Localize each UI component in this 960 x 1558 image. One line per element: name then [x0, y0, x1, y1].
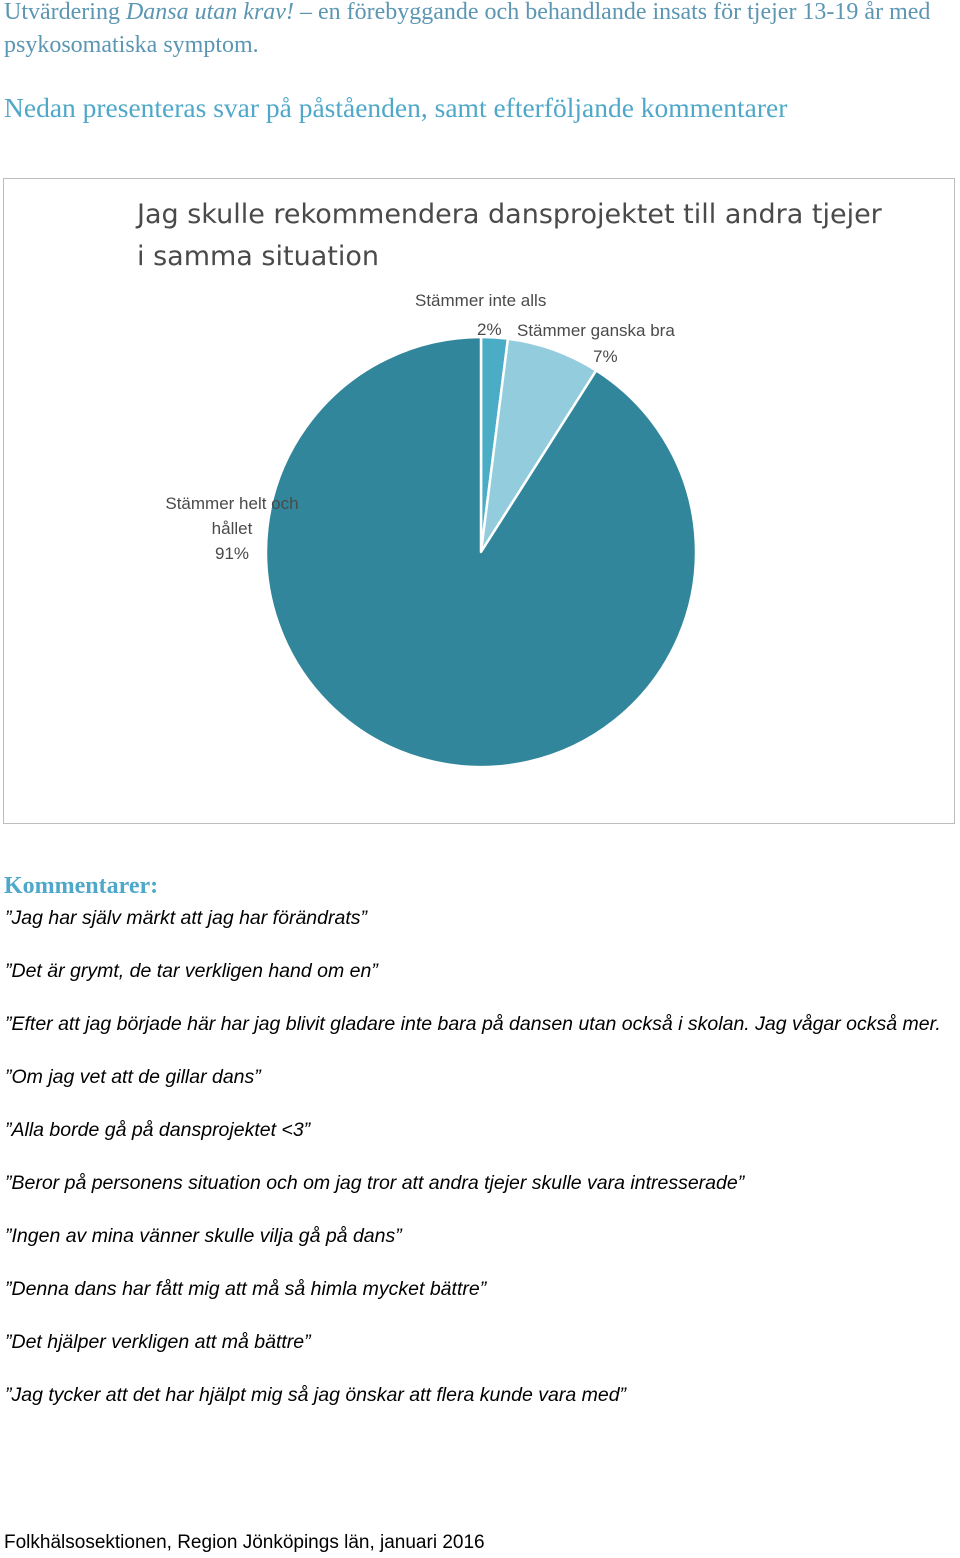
intro-text: Nedan presenteras svar på påståenden, samt efterföljande kommentarer [4, 92, 788, 123]
slice-label-stammer-helt-och-hallet [152, 491, 312, 566]
project-title: Dansa utan krav! [125, 0, 294, 25]
comments-list [5, 902, 950, 1432]
slice-value-text: 91% [214, 544, 250, 563]
comment-item: ”Jag tycker att det har hjälpt mig så jag önskar att flera kunde vara med” [5, 1384, 627, 1406]
header-suffix: – en förebyggande och behandlande insats för tjejer 13-19 år med psykosomatiska symptom. [4, 0, 931, 58]
slice-label-stammer-inte-alls [415, 288, 546, 313]
pie-chart [4, 179, 956, 825]
pie-slice-2 [266, 337, 696, 767]
document-header [4, 0, 954, 62]
slice-value-text: 2% [477, 320, 502, 339]
header-prefix: Utvärdering [4, 0, 126, 25]
slice-value-stammer-ganska-bra [593, 344, 618, 369]
chart-title: Jag skulle rekommendera dansprojektet till andra tjejer i samma situation [137, 199, 882, 272]
chart-frame [3, 178, 955, 824]
comment-item: ”Det hjälper verkligen att må bättre” [5, 1331, 311, 1353]
footer: Folkhälsosektionen, Region Jönköpings län, januari 2016 [4, 1532, 485, 1553]
slice-label-text: Stämmer inte alls [415, 291, 547, 310]
comment-item: ”Om jag vet att de gillar dans” [5, 1066, 261, 1088]
comment-item: ”Alla borde gå på dansprojektet <3” [5, 1119, 311, 1141]
slice-label-stammer-ganska-bra [517, 318, 675, 343]
slice-label-text: Stämmer ganska bra [517, 321, 675, 340]
comment-item: ”Efter att jag började här har jag blivit gladare inte bara på dansen utan också i skolan. Jag vågar också mer. [5, 1013, 941, 1035]
comment-item: ”Det är grymt, de tar verkligen hand om en” [5, 960, 378, 982]
slice-value-text: 7% [593, 347, 618, 366]
comment-item: ”Beror på personens situation och om jag tror att andra tjejer skulle vara intresserade” [5, 1172, 745, 1194]
comment-item: ”Denna dans har fått mig att må så himla mycket bättre” [5, 1278, 487, 1300]
comments-heading: Kommentarer: [4, 873, 159, 899]
comment-item: ”Ingen av mina vänner skulle vilja gå på dans” [5, 1225, 402, 1247]
slice-label-text: hållet [211, 519, 253, 538]
comment-item: ”Jag har själv märkt att jag har förändrats” [5, 907, 367, 929]
slice-label-text: Stämmer helt och [165, 494, 299, 513]
slice-value-stammer-inte-alls [477, 317, 502, 342]
